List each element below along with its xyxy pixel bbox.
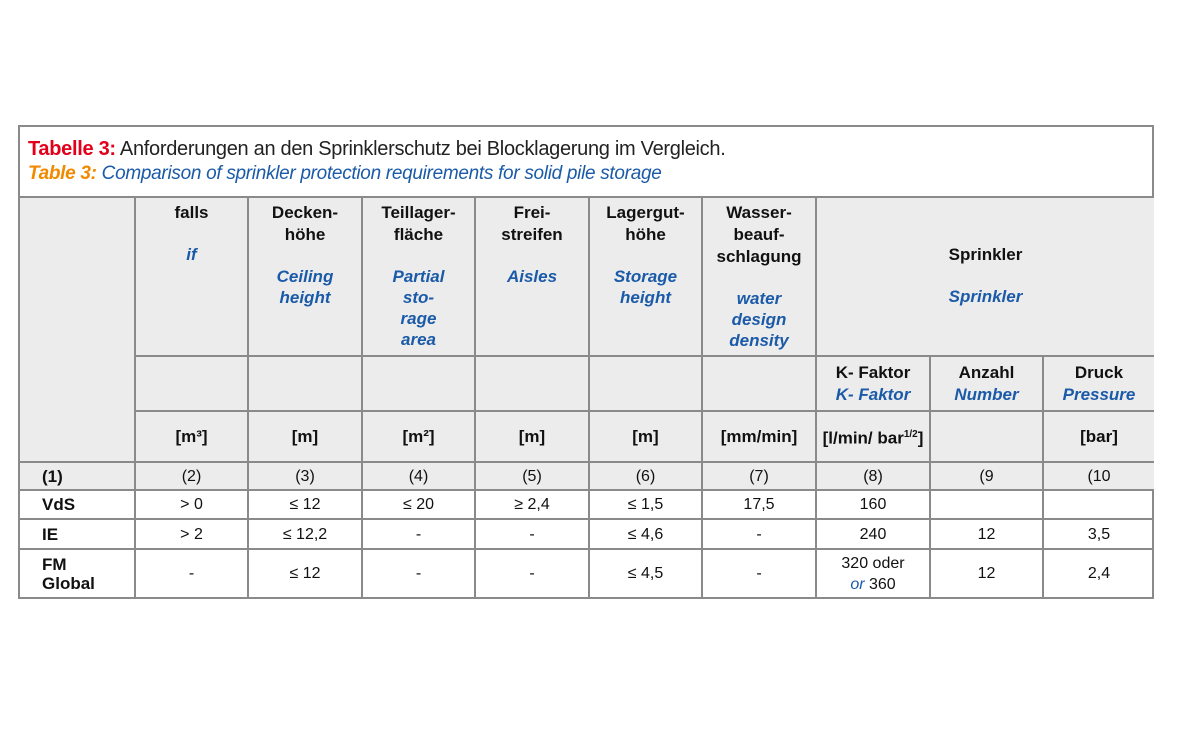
unit-cell (930, 411, 1043, 462)
table-cell: 2,4 (1043, 549, 1154, 597)
unit-cell: [m] (248, 411, 362, 462)
table-cell (930, 490, 1043, 519)
header-cell: falls if (135, 198, 248, 356)
table-cell: - (362, 519, 475, 549)
table-cell: 12 (930, 519, 1043, 549)
table-container (18, 125, 1154, 599)
table-cell: ≤ 20 (362, 490, 475, 519)
row-label: FM Global (20, 549, 135, 597)
caption-german: Tabelle 3: Anforderungen an den Sprinklerschutz bei Blocklagerung im Vergleich. (28, 138, 726, 160)
column-number: (10 (1043, 462, 1154, 490)
table-cell: 12 (930, 549, 1043, 597)
unit-cell: [bar] (1043, 411, 1154, 462)
subheader-number: Anzahl Number (930, 356, 1043, 411)
table-cell: 3,5 (1043, 519, 1154, 549)
table-cell: ≤ 4,6 (589, 519, 702, 549)
column-number: (7) (702, 462, 816, 490)
header-cell-sprinkler: Sprinkler Sprinkler (816, 198, 1154, 356)
table-cell: - (475, 519, 589, 549)
empty-cell (589, 356, 702, 411)
table-cell: 17,5 (702, 490, 816, 519)
table-cell: ≤ 1,5 (589, 490, 702, 519)
unit-cell: [l/min/ bar$^{1/2}$] (816, 411, 930, 462)
row-label: IE (20, 519, 135, 549)
table-cell: ≤ 12,2 (248, 519, 362, 549)
header-row-titles (20, 198, 1154, 356)
unit-cell: [m] (589, 411, 702, 462)
unit-cell: [m²] (362, 411, 475, 462)
table-cell (1043, 490, 1154, 519)
table-cell: > 2 (135, 519, 248, 549)
table-cell-kfactor-fm: 320 oder or 360 (816, 549, 930, 597)
subheader-pressure: Druck Pressure (1043, 356, 1154, 411)
header-cell: Wasser- beauf- schlagung water design density (702, 198, 816, 356)
table-row (20, 519, 1154, 549)
table-cell: > 0 (135, 490, 248, 519)
column-number: (6) (589, 462, 702, 490)
table-cell: - (702, 549, 816, 597)
empty-cell (702, 356, 816, 411)
header-cell: Lagergut- höhe Storage height (589, 198, 702, 356)
column-number: (3) (248, 462, 362, 490)
table-cell: - (135, 549, 248, 597)
caption-english: Table 3: Comparison of sprinkler protection requirements for solid pile storage (28, 163, 662, 184)
table-cell: - (702, 519, 816, 549)
header-cell: Frei- streifen Aisles (475, 198, 589, 356)
table-row (20, 490, 1154, 519)
column-number: (1) (20, 462, 135, 490)
table-cell: ≤ 4,5 (589, 549, 702, 597)
empty-cell (248, 356, 362, 411)
table-caption (20, 127, 1152, 198)
table-cell: ≤ 12 (248, 549, 362, 597)
empty-cell (135, 356, 248, 411)
table-cell: ≥ 2,4 (475, 490, 589, 519)
column-number: (4) (362, 462, 475, 490)
table-cell: 240 (816, 519, 930, 549)
table-cell: 160 (816, 490, 930, 519)
row-label: VdS (20, 490, 135, 519)
subheader-kfactor: K- Faktor K- Faktor (816, 356, 930, 411)
table-cell: - (475, 549, 589, 597)
corner-cell (20, 198, 135, 462)
sprinkler-comparison-table (20, 198, 1154, 597)
header-cell: Teillager- fläche Partial sto- rage area (362, 198, 475, 356)
table-cell: - (362, 549, 475, 597)
units-row (20, 411, 1154, 462)
column-number: (5) (475, 462, 589, 490)
column-number: (9 (930, 462, 1043, 490)
unit-cell: [m] (475, 411, 589, 462)
table-cell: ≤ 12 (248, 490, 362, 519)
header-row-sub (20, 356, 1154, 411)
column-number: (8) (816, 462, 930, 490)
empty-cell (475, 356, 589, 411)
unit-cell: [m³] (135, 411, 248, 462)
table-row (20, 549, 1154, 597)
header-cell: Decken- höhe Ceiling height (248, 198, 362, 356)
unit-cell: [mm/min] (702, 411, 816, 462)
empty-cell (362, 356, 475, 411)
column-number-row (20, 462, 1154, 490)
column-number: (2) (135, 462, 248, 490)
